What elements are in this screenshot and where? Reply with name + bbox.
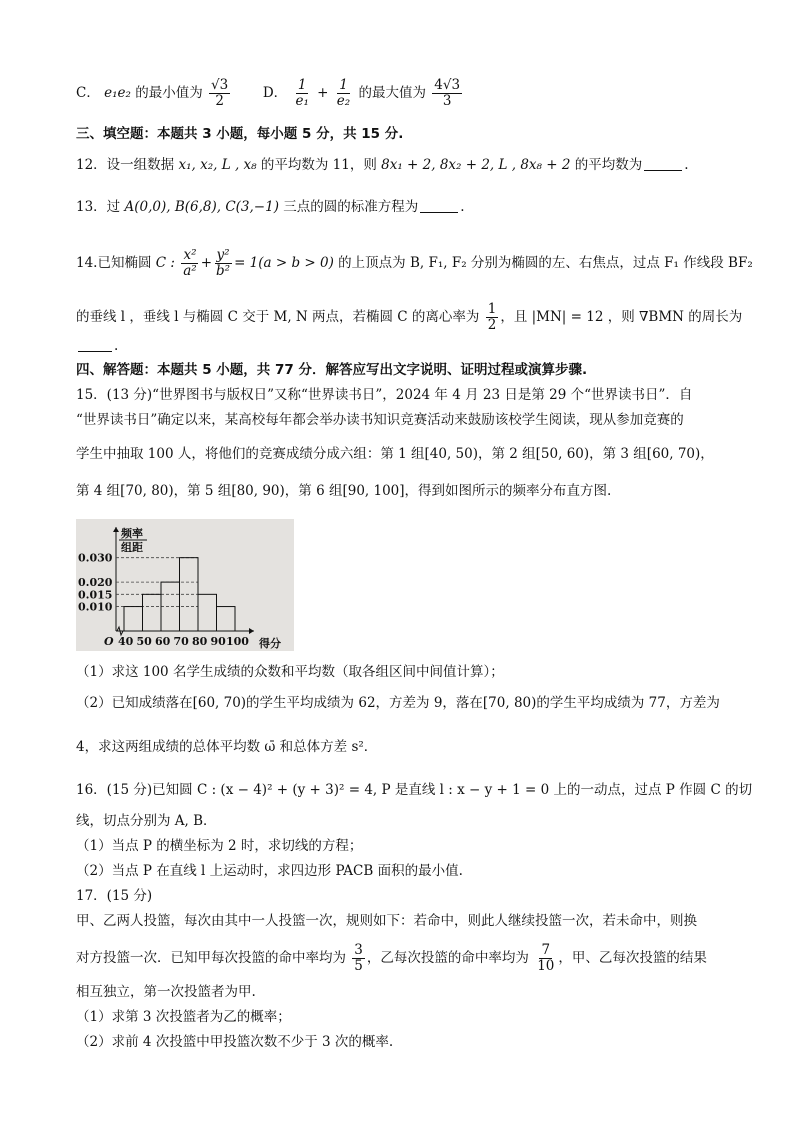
question-14-line2: 的垂线 l ，垂线 l 与椭圆 C 交于 M, N 两点，若椭圆 C 的离心率为 $\frac{1}{2}$ ，且 |MN| = 12 ，则 ∇BMN 的周长为 <box>76 301 743 333</box>
x-tick-label-1: 50 <box>136 635 152 648</box>
option-c-fraction: $\frac{√3}{2}$ <box>211 77 229 109</box>
histogram-bar-1 <box>143 594 162 631</box>
option-c-text: 的最小值为 <box>135 85 203 101</box>
question-16-line1: 16．(15 分)已知圆 C : (x − 4)² + (y + 3)² = 4, P 是直线 l : x − y + 1 = 0 上的一动点，过点 P 作圆 C 的切 <box>76 782 753 798</box>
question-15-sub2a: （2）已知成绩落在[60, 70)的学生平均成绩为 62，方差为 9，落在[70, 80)的学生平均成绩为 77，方差为 <box>76 695 720 711</box>
question-14-line1: 14.已知椭圆 C : $\frac{\text{x²}}{\text{a²}}$ + $\frac{\text{y²}}{\text{b²}}$ = 1(a > b > 0) 的上顶点为 B, F₁, F₂ 分别为椭圆的左、右焦点，过点 F₁ 作线段 BF₂ <box>76 247 753 279</box>
question-16-sub2: （2）当点 P 在直线 l 上运动时，求四边形 PACB 面积的最小值. <box>76 863 463 879</box>
question-17-line4: 相互独立，第一次投篮者为甲. <box>76 984 256 1000</box>
question-17-line3: 对方投篮一次．已知甲每次投篮的命中率均为 $\frac{3}{5}$ ，乙每次投篮的命中率均为 $\frac{7}{10}$ ，甲、乙每次投篮的结果 <box>76 942 707 974</box>
histogram-bar-4 <box>198 594 217 631</box>
question-17-line2: 甲、乙两人投篮，每次由其中一人投篮一次，规则如下：若命中，则此人继续投篮一次，若未命中，则换 <box>76 913 697 929</box>
x-axis-arrow <box>249 628 254 634</box>
y-tick-label-2: 0.015 <box>78 588 113 602</box>
x-tick-label-0: 40 <box>118 635 134 648</box>
option-d-fraction: $\frac{4√3}{3}$ <box>434 77 461 109</box>
answer-blank-14 <box>78 337 112 352</box>
question-14-line3: . <box>76 336 118 356</box>
question-17-line1: 17．(15 分) <box>76 888 153 904</box>
option-c-d-line: C． e₁e₂ 的最小值为 $\frac{√3}{2}$ D． $\frac{1}{\text{e₁}}$ + $\frac{1}{\text{e₂}}$ 的最大值为 $\frac{4√3}{3}$ <box>76 77 461 109</box>
question-13: 13．过 A(0,0), B(6,8), C(3,−1) 三点的圆的标准方程为 . <box>76 199 465 215</box>
answer-blank-13 <box>420 198 458 213</box>
option-d-frac1: $\frac{1}{\text{e₁}}$ <box>295 77 309 109</box>
histogram-bar-5 <box>217 607 236 631</box>
question-12: 12．设一组数据 x₁, x₂, L , x₈ 的平均数为 11，则 8x₁ + 2, 8x₂ + 2, L , 8x₈ + 2 的平均数为 . <box>76 157 689 173</box>
answer-blank-12 <box>644 156 682 171</box>
y-axis-label-bottom: 组距 <box>121 541 143 554</box>
histogram-bar-0 <box>124 607 143 631</box>
section-4-heading: 四、解答题：本题共 5 小题，共 77 分．解答应写出文字说明、证明过程或演算步骤. <box>76 362 588 378</box>
question-17-sub2: （2）求前 4 次投篮中甲投篮次数不少于 3 次的概率. <box>76 1034 394 1050</box>
question-15-sub1: （1）求这 100 名学生成绩的众数和平均数（取各组区间中间值计算）； <box>76 664 504 680</box>
x-tick-label-3: 70 <box>173 635 189 648</box>
question-15-line3: 学生中抽取 100 人，将他们的竞赛成绩分成六组：第 1 组[40, 50)，第 2 组[50, 60)，第 3 组[60, 70)， <box>76 446 714 462</box>
histogram-svg <box>76 519 294 651</box>
y-tick-label-1: 0.020 <box>78 576 113 590</box>
x-tick-label-2: 60 <box>155 635 171 648</box>
x-tick-label-5: 90 <box>210 635 226 648</box>
x-tick-label-4: 80 <box>192 635 208 648</box>
y-axis-label-top: 频率 <box>121 527 143 540</box>
option-d-frac2: $\frac{1}{\text{e₂}}$ <box>336 77 351 109</box>
question-15-line4: 第 4 组[70, 80)，第 5 组[80, 90)，第 6 组[90, 100]，得到如图所示的频率分布直方图. <box>76 483 612 499</box>
option-d-label: D． <box>262 85 288 101</box>
y-tick-label-0: 0.030 <box>78 551 113 565</box>
section-3-heading: 三、填空题：本题共 3 小题，每小题 5 分，共 15 分. <box>76 126 404 142</box>
question-15-line1: 15．(13 分)“世界图书与版权日”又称“世界读书日”，2024 年 4 月 23 日是第 29 个“世界读书日”．自 <box>76 387 693 403</box>
question-15-sub2b: 4，求这两组成绩的总体平均数 ω̄ 和总体方差 s²． <box>76 739 378 755</box>
origin-label: O <box>104 635 114 648</box>
frequency-histogram <box>76 519 294 651</box>
option-d-text: 的最大值为 <box>358 85 426 101</box>
y-axis-arrow <box>113 527 119 532</box>
option-c-expr: e₁e₂ <box>104 85 131 101</box>
x-axis-label: 得分 <box>259 637 281 650</box>
question-15-line2: “世界读书日”确定以来，某高校每年都会举办读书知识竞赛活动来鼓励该校学生阅读，现从参加竞赛的 <box>76 412 684 428</box>
x-tick-label-6: 100 <box>226 635 249 648</box>
question-16-sub1: （1）当点 P 的横坐标为 2 时，求切线的方程； <box>76 838 363 854</box>
option-c-label: C． <box>76 85 100 101</box>
question-16-line2: 线，切点分别为 A, B． <box>76 813 217 829</box>
y-tick-label-3: 0.010 <box>78 600 113 614</box>
question-17-sub1: （1）求第 3 次投篮者为乙的概率； <box>76 1009 291 1025</box>
